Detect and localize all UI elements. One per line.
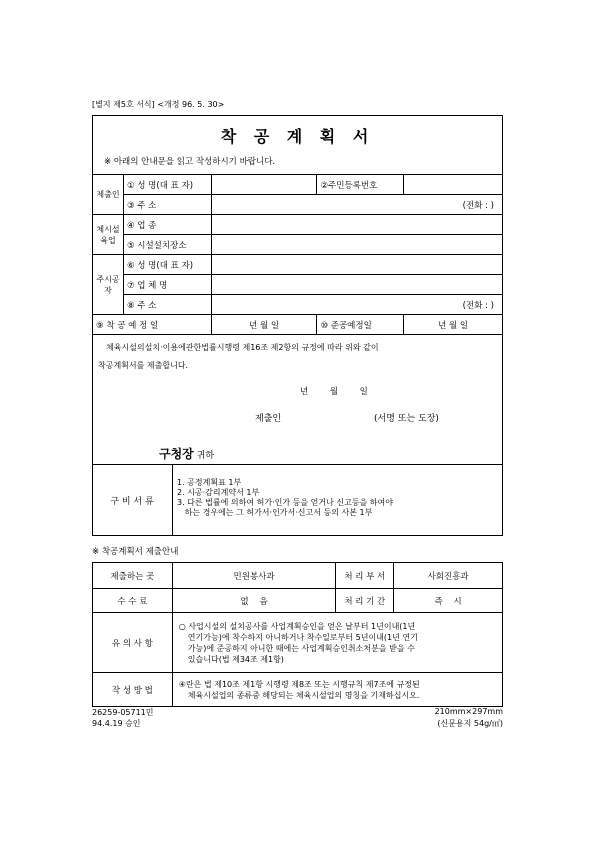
caution-line: 가능)에 준공하지 아니한 때에는 사업계획승인취소처분을 받을 수 <box>187 643 415 653</box>
form-code: 26259-05711민 <box>92 708 154 717</box>
form-header-note: [별지 제5호 서식] <개정 96. 5. 30> <box>92 100 225 109</box>
caution-text <box>172 613 502 673</box>
caution-line: 있습니다(법 제34조 제1항) <box>187 654 284 664</box>
dept-label: 처 리 부 서 <box>336 563 394 589</box>
applicant-name-field[interactable] <box>211 175 317 195</box>
documents-label: 구 비 서 류 <box>110 497 154 507</box>
period-value: 즉 시 <box>394 589 503 613</box>
statement-line-2: 착공계획서를 제출합니다. <box>98 361 189 370</box>
caution-line: ○ 사업시설의 설치공사를 사업계획승인을 얻은 날부터 1년이내(1년 <box>178 621 416 631</box>
contractor-name-label: ⑥ 성 명(대 표 자) <box>123 255 211 275</box>
facility-location-label: ⑤ 시설설치장소 <box>123 235 211 255</box>
guide-title: ※ 착공계획서 제출안내 <box>92 547 179 557</box>
facility-group-label: 체시설육업 <box>93 215 124 255</box>
fee-value: 없 음 <box>172 589 336 613</box>
applicant-table <box>92 174 503 335</box>
end-date-label: ⑩ 준공예정일 <box>317 315 404 335</box>
submit-place-value: 민원봉사과 <box>172 563 336 589</box>
recipient-name: 구청장 <box>159 447 194 461</box>
business-type-label: ④ 업 종 <box>123 215 211 235</box>
submitter-label: 제출인 <box>255 414 282 424</box>
dept-value: 사회진흥과 <box>394 563 503 589</box>
business-type-field[interactable] <box>211 215 502 235</box>
reg-number-label: ②주민등록번호 <box>317 175 404 195</box>
notice-text: ※ 아래의 안내문을 읽고 작성하시기 바랍니다. <box>104 157 276 167</box>
document-item: 1. 공정계획표 1부 <box>177 478 242 487</box>
caution-label: 유 의 사 항 <box>93 613 173 673</box>
start-date-field[interactable]: 년 월 일 <box>211 315 317 335</box>
document-item: 3. 다른 법률에 의하여 허가·인가 등을 얻거나 신고등을 하여야 <box>177 498 393 507</box>
method-text <box>172 673 502 707</box>
documents-col-divider <box>172 464 173 536</box>
statement-date[interactable]: 년 월 일 <box>300 387 368 397</box>
document-item: 하는 경우에는 그 허가서·인가서·신고서 등의 사본 1부 <box>177 508 373 517</box>
period-label: 처 리 기 간 <box>336 589 394 613</box>
paper-type: (신문용지 54g/㎡) <box>437 719 503 728</box>
sign-label[interactable]: (서명 또는 도장) <box>374 414 439 424</box>
contractor-address-label: ⑧ 주 소 <box>123 295 211 315</box>
approval-date: 94.4.19 승인 <box>92 719 141 728</box>
start-date-label: ⑨ 착 공 예 정 일 <box>93 315 212 335</box>
statement-line-1: 체육시설의설치·이용에관한법률시행령 제16조 제2항의 규정에 따라 위와 같이 <box>106 343 379 352</box>
method-label: 작 성 방 법 <box>93 673 173 707</box>
method-line: 체육시설업의 종류중 해당되는 체육시설업의 명칭을 기재하십시오. <box>187 690 420 700</box>
reg-number-field[interactable] <box>404 175 503 195</box>
recipient <box>159 445 214 462</box>
fee-label: 수 수 료 <box>93 589 173 613</box>
applicant-group-label: 제출인 <box>93 175 124 215</box>
contractor-name-field[interactable] <box>211 255 502 275</box>
documents-divider <box>92 464 503 465</box>
recipient-suffix: 귀하 <box>196 451 215 461</box>
contractor-group-label: 주시공자 <box>93 255 124 315</box>
form-title: 착 공 계 획 서 <box>220 127 375 146</box>
applicant-address-label: ③ 주 소 <box>123 195 211 215</box>
contractor-phone-field[interactable]: (전화 : ) <box>211 295 502 315</box>
method-line: ④란은 법 제10조 제1항 시행령 제8조 또는 시행규칙 제7조에 규정된 <box>178 679 420 689</box>
contractor-company-label: ⑦ 업 체 명 <box>123 275 211 295</box>
paper-size: 210mm×297mm <box>434 707 503 716</box>
end-date-field[interactable]: 년 월 일 <box>404 315 503 335</box>
guide-table <box>92 562 503 707</box>
facility-location-field[interactable] <box>211 235 502 255</box>
submit-place-label: 제출하는 곳 <box>93 563 173 589</box>
applicant-name-label: ① 성 명(대 표 자) <box>123 175 211 195</box>
applicant-phone-field[interactable]: (전화 : ) <box>211 195 502 215</box>
document-item: 2. 시공·감리계약서 1부 <box>177 488 260 497</box>
contractor-company-field[interactable] <box>211 275 502 295</box>
caution-line: 연기가능)에 착수하지 아니하거나 착수일로부터 5년이내(1년 연기 <box>187 632 418 642</box>
documents-list <box>177 478 393 518</box>
